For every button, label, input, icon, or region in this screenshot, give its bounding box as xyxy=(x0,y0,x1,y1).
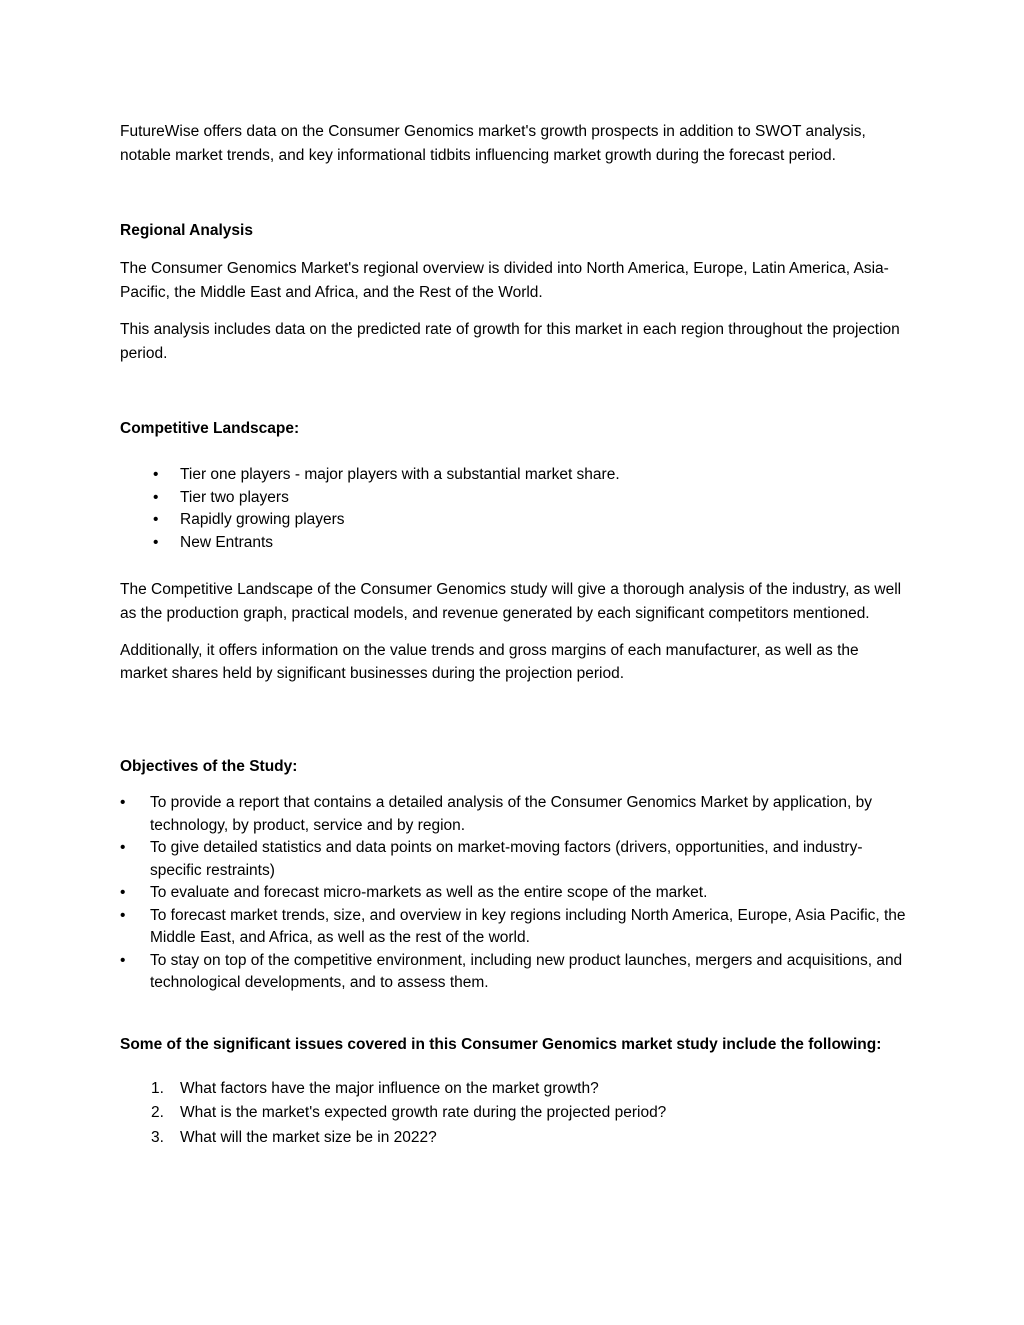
list-number: 3. xyxy=(151,1128,164,1146)
list-number: 2. xyxy=(151,1104,164,1121)
list-item xyxy=(120,1126,910,1151)
intro-paragraph: FutureWise offers data on the Consumer Genomics market's growth prospects in addition to SWOT analysis, notable market trends, and key informational tidbits influencing market growth during the forecast period. xyxy=(120,123,866,164)
bullet-marker: • xyxy=(120,794,126,811)
list-item-text: To forecast market trends, size, and overview in key regions including North America, Europe, Asia Pacific, the Middle East, and Africa, as well as the rest of the world. xyxy=(150,906,906,946)
bullet-marker: • xyxy=(120,884,126,901)
list-item xyxy=(120,792,910,837)
list-item xyxy=(120,509,910,532)
competitive-paragraph-1: The Competitive Landscape of the Consumer Genomics study will give a thorough analysis of the industry, as well as the production graph, practical models, and revenue generated by each significant competitors mentioned. xyxy=(120,581,902,622)
competitive-player-list xyxy=(120,464,910,554)
list-item-text: Rapidly growing players xyxy=(180,511,345,528)
list-item xyxy=(120,950,910,995)
bullet-marker: • xyxy=(120,839,126,856)
bullet-marker: • xyxy=(153,466,159,483)
list-number: 1. xyxy=(151,1079,164,1097)
list-item-text: To provide a report that contains a detailed analysis of the Consumer Genomics Market by application, by technology, by product, service and by region. xyxy=(150,794,872,834)
list-item xyxy=(120,1077,910,1102)
list-item-text: New Entrants xyxy=(180,533,274,551)
list-item xyxy=(120,464,910,487)
list-item-text: To evaluate and forecast micro-markets as well as the entire scope of the market. xyxy=(150,884,708,901)
competitive-landscape-heading: Competitive Landscape: xyxy=(120,420,300,437)
bullet-marker: • xyxy=(153,488,159,506)
list-item-text: Tier two players xyxy=(180,488,289,506)
document-page xyxy=(120,120,910,1150)
regional-analysis-heading: Regional Analysis xyxy=(120,222,253,239)
list-item xyxy=(120,837,910,882)
competitive-paragraph-2: Additionally, it offers information on the value trends and gross margins of each manufacturer, as well as the market shares held by significant businesses during the projection period. xyxy=(120,642,859,682)
list-item xyxy=(120,532,910,555)
list-item-text: What is the market's expected growth rate during the projected period? xyxy=(180,1104,667,1121)
list-item-text: To stay on top of the competitive environment, including new product launches, mergers and acquisitions, and technological developments, and to assess them. xyxy=(150,951,903,991)
list-item xyxy=(120,487,910,510)
issues-question-list xyxy=(120,1077,910,1151)
bullet-marker: • xyxy=(120,951,126,969)
regional-paragraph-1: The Consumer Genomics Market's regional overview is divided into North America, Europe, Latin America, Asia-Pacific, the Middle East and Africa, and the Rest of the World. xyxy=(120,260,889,301)
bullet-marker: • xyxy=(153,511,159,528)
bullet-marker: • xyxy=(120,906,126,924)
issues-heading: Some of the significant issues covered in this Consumer Genomics market study include the following: xyxy=(120,1035,882,1053)
regional-paragraph-2: This analysis includes data on the predicted rate of growth for this market in each region throughout the projection period. xyxy=(120,321,900,362)
list-item-text: To give detailed statistics and data points on market-moving factors (drivers, opportunities, and industry-specific restraints) xyxy=(150,839,863,879)
objectives-list xyxy=(120,792,910,995)
list-item xyxy=(120,882,910,905)
list-item-text: What will the market size be in 2022? xyxy=(180,1128,437,1146)
list-item xyxy=(120,905,910,950)
list-item xyxy=(120,1101,910,1126)
list-item-text: Tier one players - major players with a substantial market share. xyxy=(180,466,620,483)
bullet-marker: • xyxy=(153,533,159,551)
list-item-text: What factors have the major influence on the market growth? xyxy=(180,1079,599,1097)
objectives-heading: Objectives of the Study: xyxy=(120,758,298,775)
